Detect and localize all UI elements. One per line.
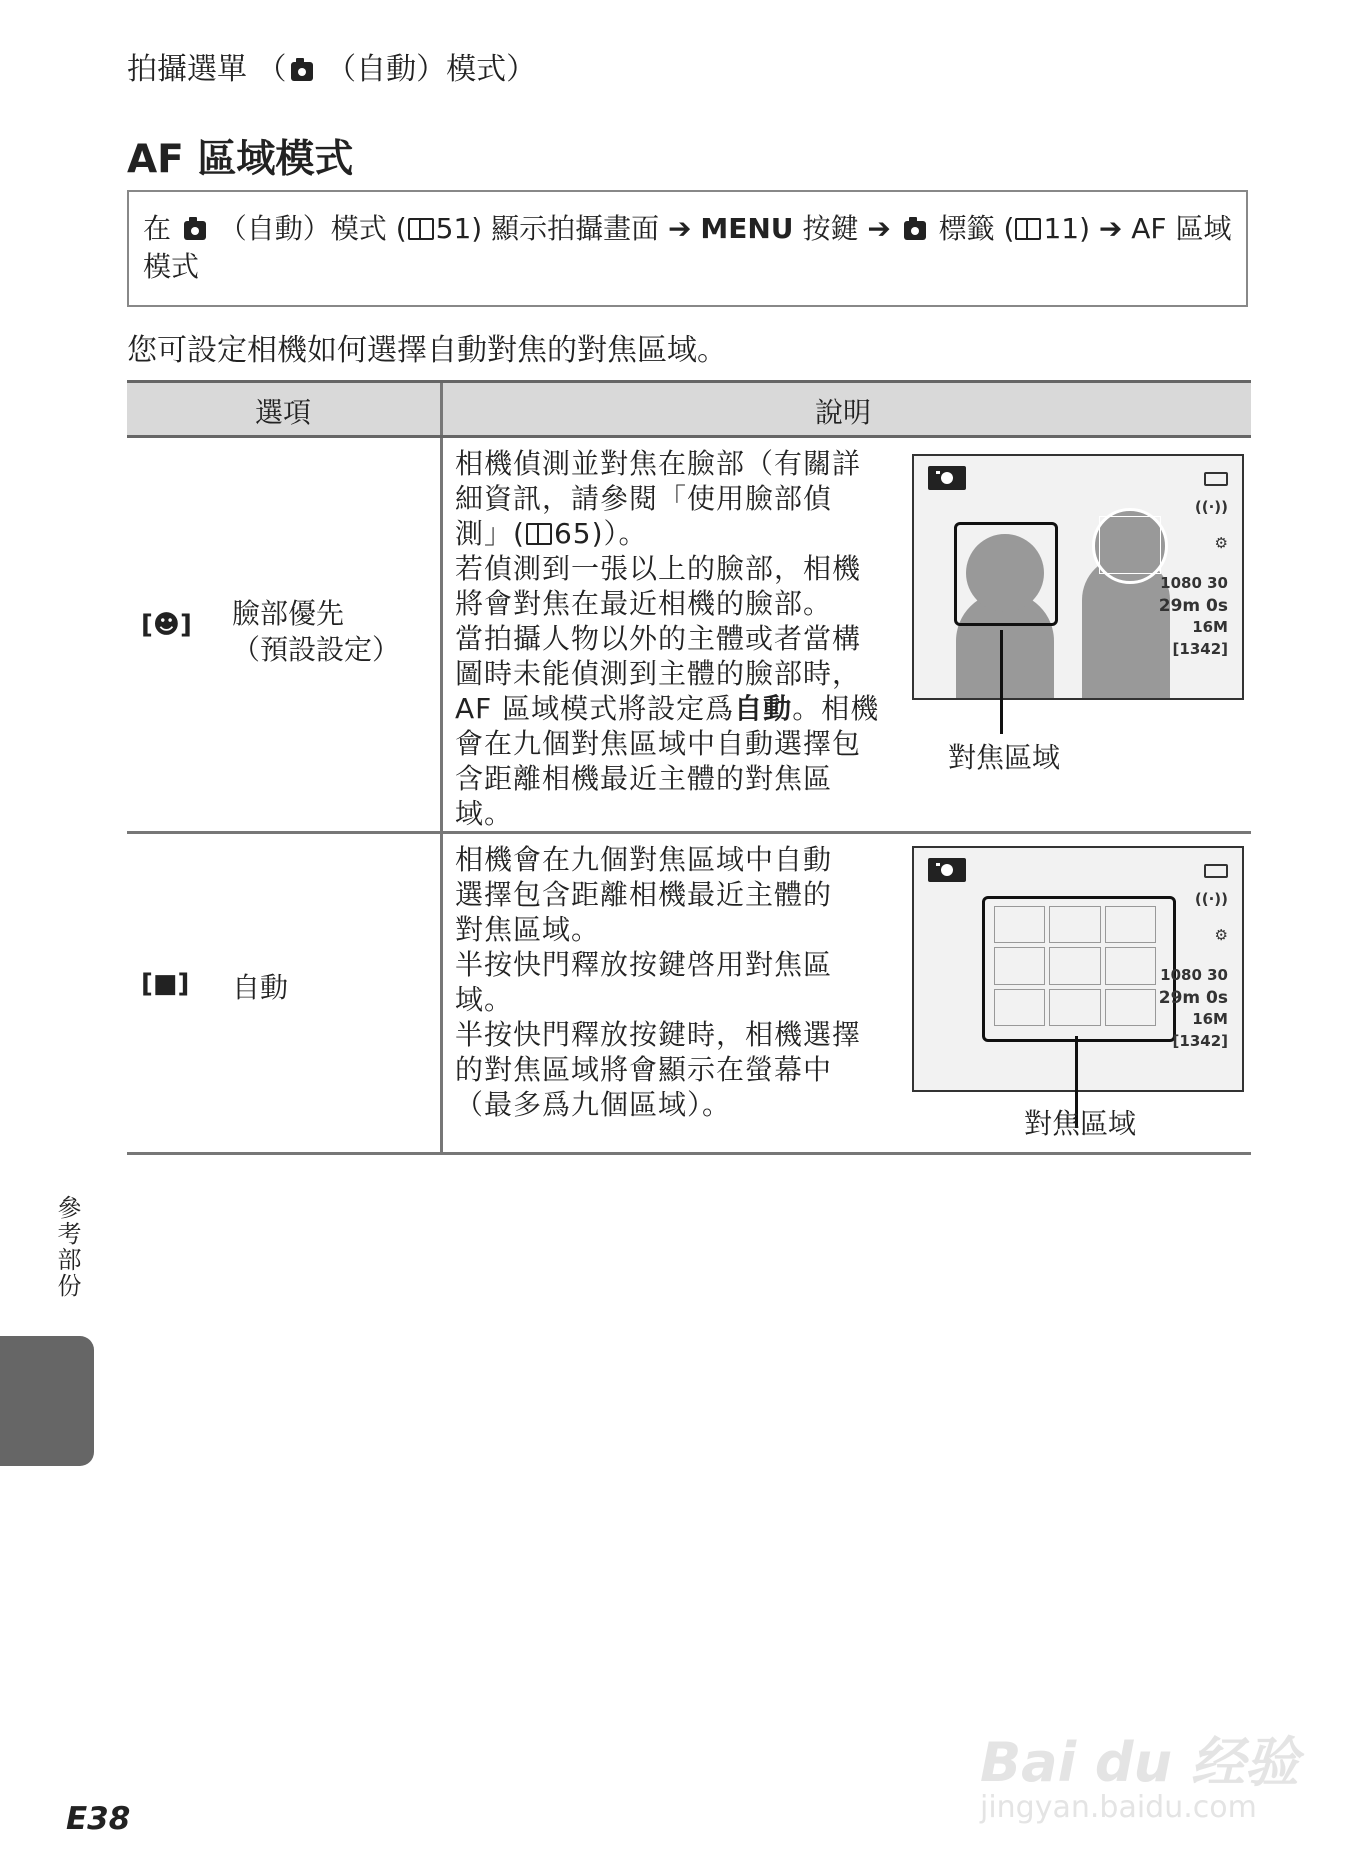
time-remaining: 29m 0s [1158, 988, 1228, 1008]
camera-icon [928, 858, 966, 882]
camera-icon [291, 62, 313, 81]
battery-icon [1204, 864, 1228, 878]
book-ref-icon [526, 523, 552, 545]
option-description: 相機會在九個對焦區域中自動 選擇包含距離相機最近主體的 對焦區域。 半按快門釋放按鍵啓用對焦區 域。 半按快門釋放按鍵時，相機選擇 的對焦區域將會顯示在螢幕中 （最多爲九個區域）。 [455, 843, 862, 1121]
intro-text: 您可設定相機如何選擇自動對焦的對焦區域。 [127, 333, 727, 368]
camera-icon [928, 466, 966, 490]
face-frame [1099, 516, 1161, 574]
menu-key-label: MENU [700, 212, 794, 245]
battery-icon [1204, 472, 1228, 486]
table-row [127, 438, 1251, 834]
side-tab-label: 參考部份 [53, 1195, 81, 1299]
running-header: 拍攝選單 （ （自動）模式） [127, 52, 537, 87]
options-table [127, 380, 1251, 1155]
video-mode: 1080 30 [1160, 966, 1228, 984]
watermark: Bai du 经验 [980, 1731, 1299, 1794]
table-header [127, 380, 1251, 438]
vibration-icon: ((·)) [1194, 890, 1228, 908]
option-label: 臉部優先 （預設設定） [232, 597, 401, 666]
auto-area-icon: [■] [141, 969, 190, 999]
camera-icon [184, 221, 206, 240]
focus-area-callout: 對焦區域 [1024, 1107, 1137, 1140]
header-description: 說明 [815, 396, 872, 429]
side-tab [0, 1336, 94, 1466]
book-ref-icon [408, 218, 434, 240]
camera-icon [904, 221, 926, 240]
shots-remaining: [1342] [1172, 1032, 1228, 1050]
option-description: 相機偵測並對焦在臉部（有關詳 細資訊，請參閱「使用臉部偵 測」( 65)）。 若偵測到一張以上的臉部，相機 將會對焦在最近相機的臉部。 當拍攝人物以外的主體或者當構 圖時未能偵測到主體的臉部時， AF 區域模式將設定爲自動。相機 會在九個對焦區域中自動選擇包 含距離相機最近主體的對焦區 域。 [455, 447, 880, 830]
vibration-icon: ((·)) [1194, 498, 1228, 516]
book-ref-icon [1015, 218, 1041, 240]
focus-grid [994, 906, 1156, 1026]
menu-path-box: 在 （自動）模式 ( 51) 顯示拍攝畫面 ➔ MENU 按鍵 ➔ 標籤 ( 11) ➔ AF 區域模式 [127, 190, 1248, 307]
auto-area-diagram [912, 846, 1244, 1140]
option-label: 自動 [232, 971, 289, 1004]
video-mode: 1080 30 [1160, 574, 1228, 592]
focus-frame [954, 522, 1058, 626]
image-size: 16M [1192, 1010, 1228, 1028]
header-option: 選項 [255, 396, 312, 429]
section-title: AF 區域模式 [127, 137, 354, 182]
callout-line [1000, 630, 1003, 734]
focus-area-callout: 對焦區域 [948, 741, 1061, 774]
camera-screen [912, 454, 1244, 700]
table-row [127, 834, 1251, 1155]
af-assist-icon: ⚙ [1214, 926, 1228, 944]
shots-remaining: [1342] [1172, 640, 1228, 658]
camera-screen [912, 846, 1244, 1092]
face-priority-icon: [☻] [141, 610, 192, 640]
af-assist-icon: ⚙ [1214, 534, 1228, 552]
watermark-url: jingyan.baidu.com [980, 1790, 1257, 1825]
image-size: 16M [1192, 618, 1228, 636]
page-number: E38 [66, 1801, 131, 1837]
time-remaining: 29m 0s [1158, 596, 1228, 616]
face-priority-diagram [912, 454, 1244, 774]
